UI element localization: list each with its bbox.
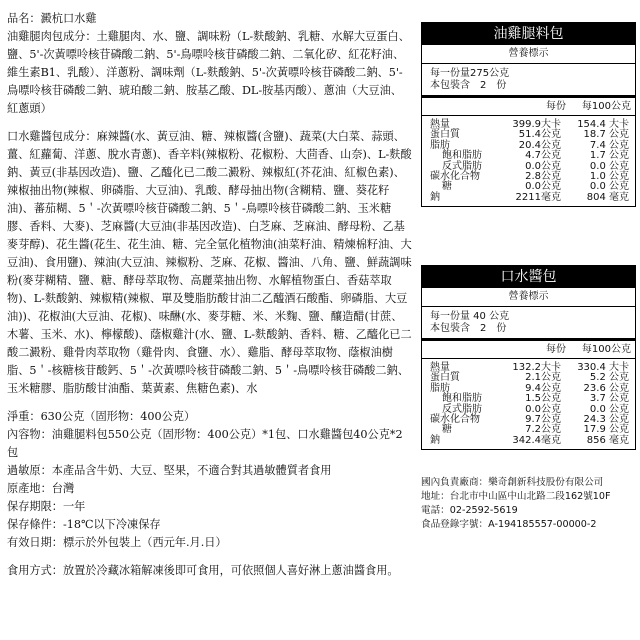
- servings-per-package: 本包裝含 2 份: [430, 80, 507, 91]
- serving-size: 每一份量 40 公克: [430, 311, 510, 322]
- nutrition-title: 油雞腿料包: [422, 23, 635, 45]
- responsible-company: 國內負責廠商：樂奇創新科技股份有限公司: [421, 477, 604, 488]
- per-100g-value: 804 毫克: [586, 191, 629, 203]
- per-100g-value: 5.2 公克: [589, 372, 629, 384]
- nutrition-column-header: [422, 95, 635, 116]
- per-serving-value: 2.1公克: [525, 372, 561, 384]
- col-per100: 每100公克: [581, 344, 631, 355]
- food-license: 食品登錄字號：A-194185557-00000-2: [421, 519, 597, 530]
- per-serving-value: 51.4公克: [518, 129, 561, 141]
- nutrition-rows: [422, 120, 635, 203]
- per-100g-value: 856 毫克: [586, 434, 629, 446]
- nutrient-label: 碳水化合物: [430, 414, 480, 426]
- shelf-life: 保存期限：一年: [7, 500, 86, 513]
- per-100g-value: 1.7 公克: [589, 150, 629, 162]
- col-per100: 每100公克: [581, 101, 631, 112]
- nutrient-label: 反式脂肪: [442, 403, 482, 415]
- col-serving: 每份: [546, 101, 566, 112]
- nutrition-table-sauce: [421, 265, 636, 450]
- per-100g-value: 17.9 公克: [583, 424, 629, 436]
- per-serving-value: 399.9大卡: [512, 119, 561, 130]
- per-serving-value: 2.8公克: [525, 171, 561, 183]
- nutrition-column-header: [422, 338, 635, 359]
- serving-info: [422, 64, 635, 95]
- nutrient-label: 反式脂肪: [442, 160, 482, 172]
- sauce-pack-ingredients: 口水雞醬包成分：麻辣醬(水、黃豆油、糖、辣椒醬(含鹽)、蔬菜(大白菜、蒜頭、薑、紅蘿蔔、洋蔥、脫水青蔥)、香辛料(辣椒粉、花椒粉、大茴香、山奈)、L-麩酸鈉、黃豆(非基因改造)、鹽、乙醯化已二酸二澱粉、辣椒紅(芥花油、紅椒色素)、辣椒抽出物(辣椒、卵磷脂、大豆油)、乳酸、酵母抽出物(含糊精、鹽、葵花籽油)、蕃茄糊、5＇-次黃嘌呤核苷磷酸二鈉、5＇-鳥嘌呤核苷磷酸二鈉、玉米糖膠、香料、大麥)、芝麻醬(大豆油(非基因改造)、白芝麻、芝麻油、酵母粉、乙基麥芽醇)、花生醬(花生、花生油、糖、完全氫化植物油(油菜籽油、精煉棉籽油、大豆油)、食用鹽)、辣油(大豆油、辣椒粉、芝麻、花椒、醬油、八角、鹽、鮮蔬調味粉(麥芽糊精、鹽、糖、酵母萃取物、高麗菜抽出物、水解植物蛋白、香菇萃取物)、L-麩酸鈉、辣椒精(辣椒、單及雙脂肪酸甘油二乙醯酒石酸酯、卵磷脂、大豆油))、花椒油(大豆油、花椒)、味醂(水、麥芽糖、米、米麴、鹽、釀造醋(甘蔗、木薯、玉米、水)、檸檬酸)、蔭椒雞汁(水、鹽、L-麩酸鈉、香料、糖、乙醯化已二酸二澱粉、雞骨肉萃取物（雞骨肉、食鹽、水）、雞脂、酵母萃取物、蔭椒油樹脂、5＇-核糖核苷酸鈣、5＇-次黃嘌呤核苷磷酸二鈉、5＇-鳥嘌呤核苷磷酸二鈉、玉米糖膠、脂肪酸甘油酯、葉黃素、焦糖色素)、水: [7, 130, 412, 395]
- per-serving-value: 0.0公克: [525, 181, 561, 193]
- allergen-info: 過敏原：本產品含牛奶、大豆、堅果，不適合對其過敏體質者食用: [7, 464, 332, 477]
- nutrient-label: 飽和脂肪: [442, 150, 482, 162]
- nutrition-table-meat: [421, 22, 636, 207]
- nutrition-title: 口水醬包: [422, 266, 635, 288]
- company-address: 地址：台北市中山區中山北路二段162號10F: [421, 491, 611, 502]
- per-serving-value: 4.7公克: [525, 150, 561, 162]
- per-100g-value: 18.7 公克: [583, 129, 629, 141]
- nutrition-subtitle: 營養標示: [422, 45, 635, 64]
- nutrition-rows: [422, 363, 635, 446]
- nutrition-row: [422, 193, 635, 203]
- per-serving-value: 9.4公克: [525, 382, 561, 394]
- per-serving-value: 0.0公克: [525, 160, 561, 172]
- nutrient-label: 蛋白質: [430, 372, 460, 384]
- col-serving: 每份: [546, 344, 566, 355]
- nutrient-label: 鈉: [430, 191, 440, 203]
- storage-condition: 保存條件：-18℃以下冷凍保存: [7, 518, 161, 531]
- nutrition-row: [422, 436, 635, 446]
- per-100g-value: 330.4 大卡: [577, 362, 629, 373]
- origin: 原產地：台灣: [7, 482, 75, 495]
- nutrient-label: 飽和脂肪: [442, 393, 482, 405]
- per-100g-value: 154.4 大卡: [577, 119, 629, 130]
- per-100g-value: 7.4 公克: [589, 139, 629, 151]
- per-100g-value: 0.0 公克: [589, 181, 629, 193]
- meat-pack-ingredients: 油雞腿肉包成分：土雞腿肉、水、鹽、調味粉（L-麩酸鈉、乳糖、水解大豆蛋白、鹽、5'-次黃嘌呤核苷磷酸二鈉、5'-鳥嘌呤核苷磷酸二鈉、二氧化矽、紅花籽油、維生素B1、乳酸）、洋蔥粉、調味劑（L-麩酸鈉、5'-次黃嘌呤核苷磷酸二鈉、5'-鳥嘌呤核苷磷酸二鈉、琥珀酸二鈉、胺基乙酸、DL-胺基丙酸）、蔥油（大豆油、紅蔥頭）: [7, 30, 410, 115]
- nutrient-label: 熱量: [430, 362, 450, 373]
- company-phone: 電話：02-2592-5619: [421, 505, 518, 516]
- net-weight: 淨重：630公克（固形物：400公克）: [7, 410, 196, 423]
- per-serving-value: 20.4公克: [518, 139, 561, 151]
- nutrient-label: 鈉: [430, 434, 440, 446]
- nutrient-label: 蛋白質: [430, 129, 460, 141]
- product-name: 品名：澱杭口水雞: [7, 12, 97, 25]
- contents: 內容物：油雞腿料包550公克（固形物：400公克）*1包、口水雞醬包40公克*2包: [7, 428, 403, 459]
- per-100g-value: 24.3 公克: [583, 414, 629, 426]
- servings-per-package: 本包裝含 2 份: [430, 323, 507, 334]
- nutrient-label: 碳水化合物: [430, 171, 480, 183]
- nutrition-subtitle: 營養標示: [422, 288, 635, 307]
- nutrient-label: 脂肪: [430, 382, 450, 394]
- per-100g-value: 23.6 公克: [583, 382, 629, 394]
- nutrient-label: 熱量: [430, 119, 450, 130]
- per-serving-value: 132.2大卡: [512, 362, 561, 373]
- per-100g-value: 0.0 公克: [589, 403, 629, 415]
- per-serving-value: 342.4毫克: [512, 434, 561, 446]
- per-100g-value: 3.7 公克: [589, 393, 629, 405]
- per-serving-value: 9.7公克: [525, 414, 561, 426]
- per-serving-value: 1.5公克: [525, 393, 561, 405]
- per-serving-value: 7.2公克: [525, 424, 561, 436]
- per-100g-value: 0.0 公克: [589, 160, 629, 172]
- serving-info: [422, 307, 635, 338]
- company-info: [421, 476, 635, 532]
- per-serving-value: 0.0公克: [525, 403, 561, 415]
- ingredients-column: [7, 10, 412, 580]
- nutrient-label: 脂肪: [430, 139, 450, 151]
- nutrient-label: 糖: [442, 424, 452, 436]
- usage-instructions: 食用方式：放置於冷藏冰箱解凍後即可食用，可依照個人喜好淋上蔥油醬食用。: [7, 564, 399, 577]
- nutrient-label: 糖: [442, 181, 452, 193]
- serving-size: 每一份量275公克: [430, 68, 510, 79]
- expiry-date: 有效日期：標示於外包裝上（西元年.月.日）: [7, 536, 227, 549]
- per-serving-value: 2211毫克: [515, 191, 561, 203]
- per-100g-value: 1.0 公克: [589, 171, 629, 183]
